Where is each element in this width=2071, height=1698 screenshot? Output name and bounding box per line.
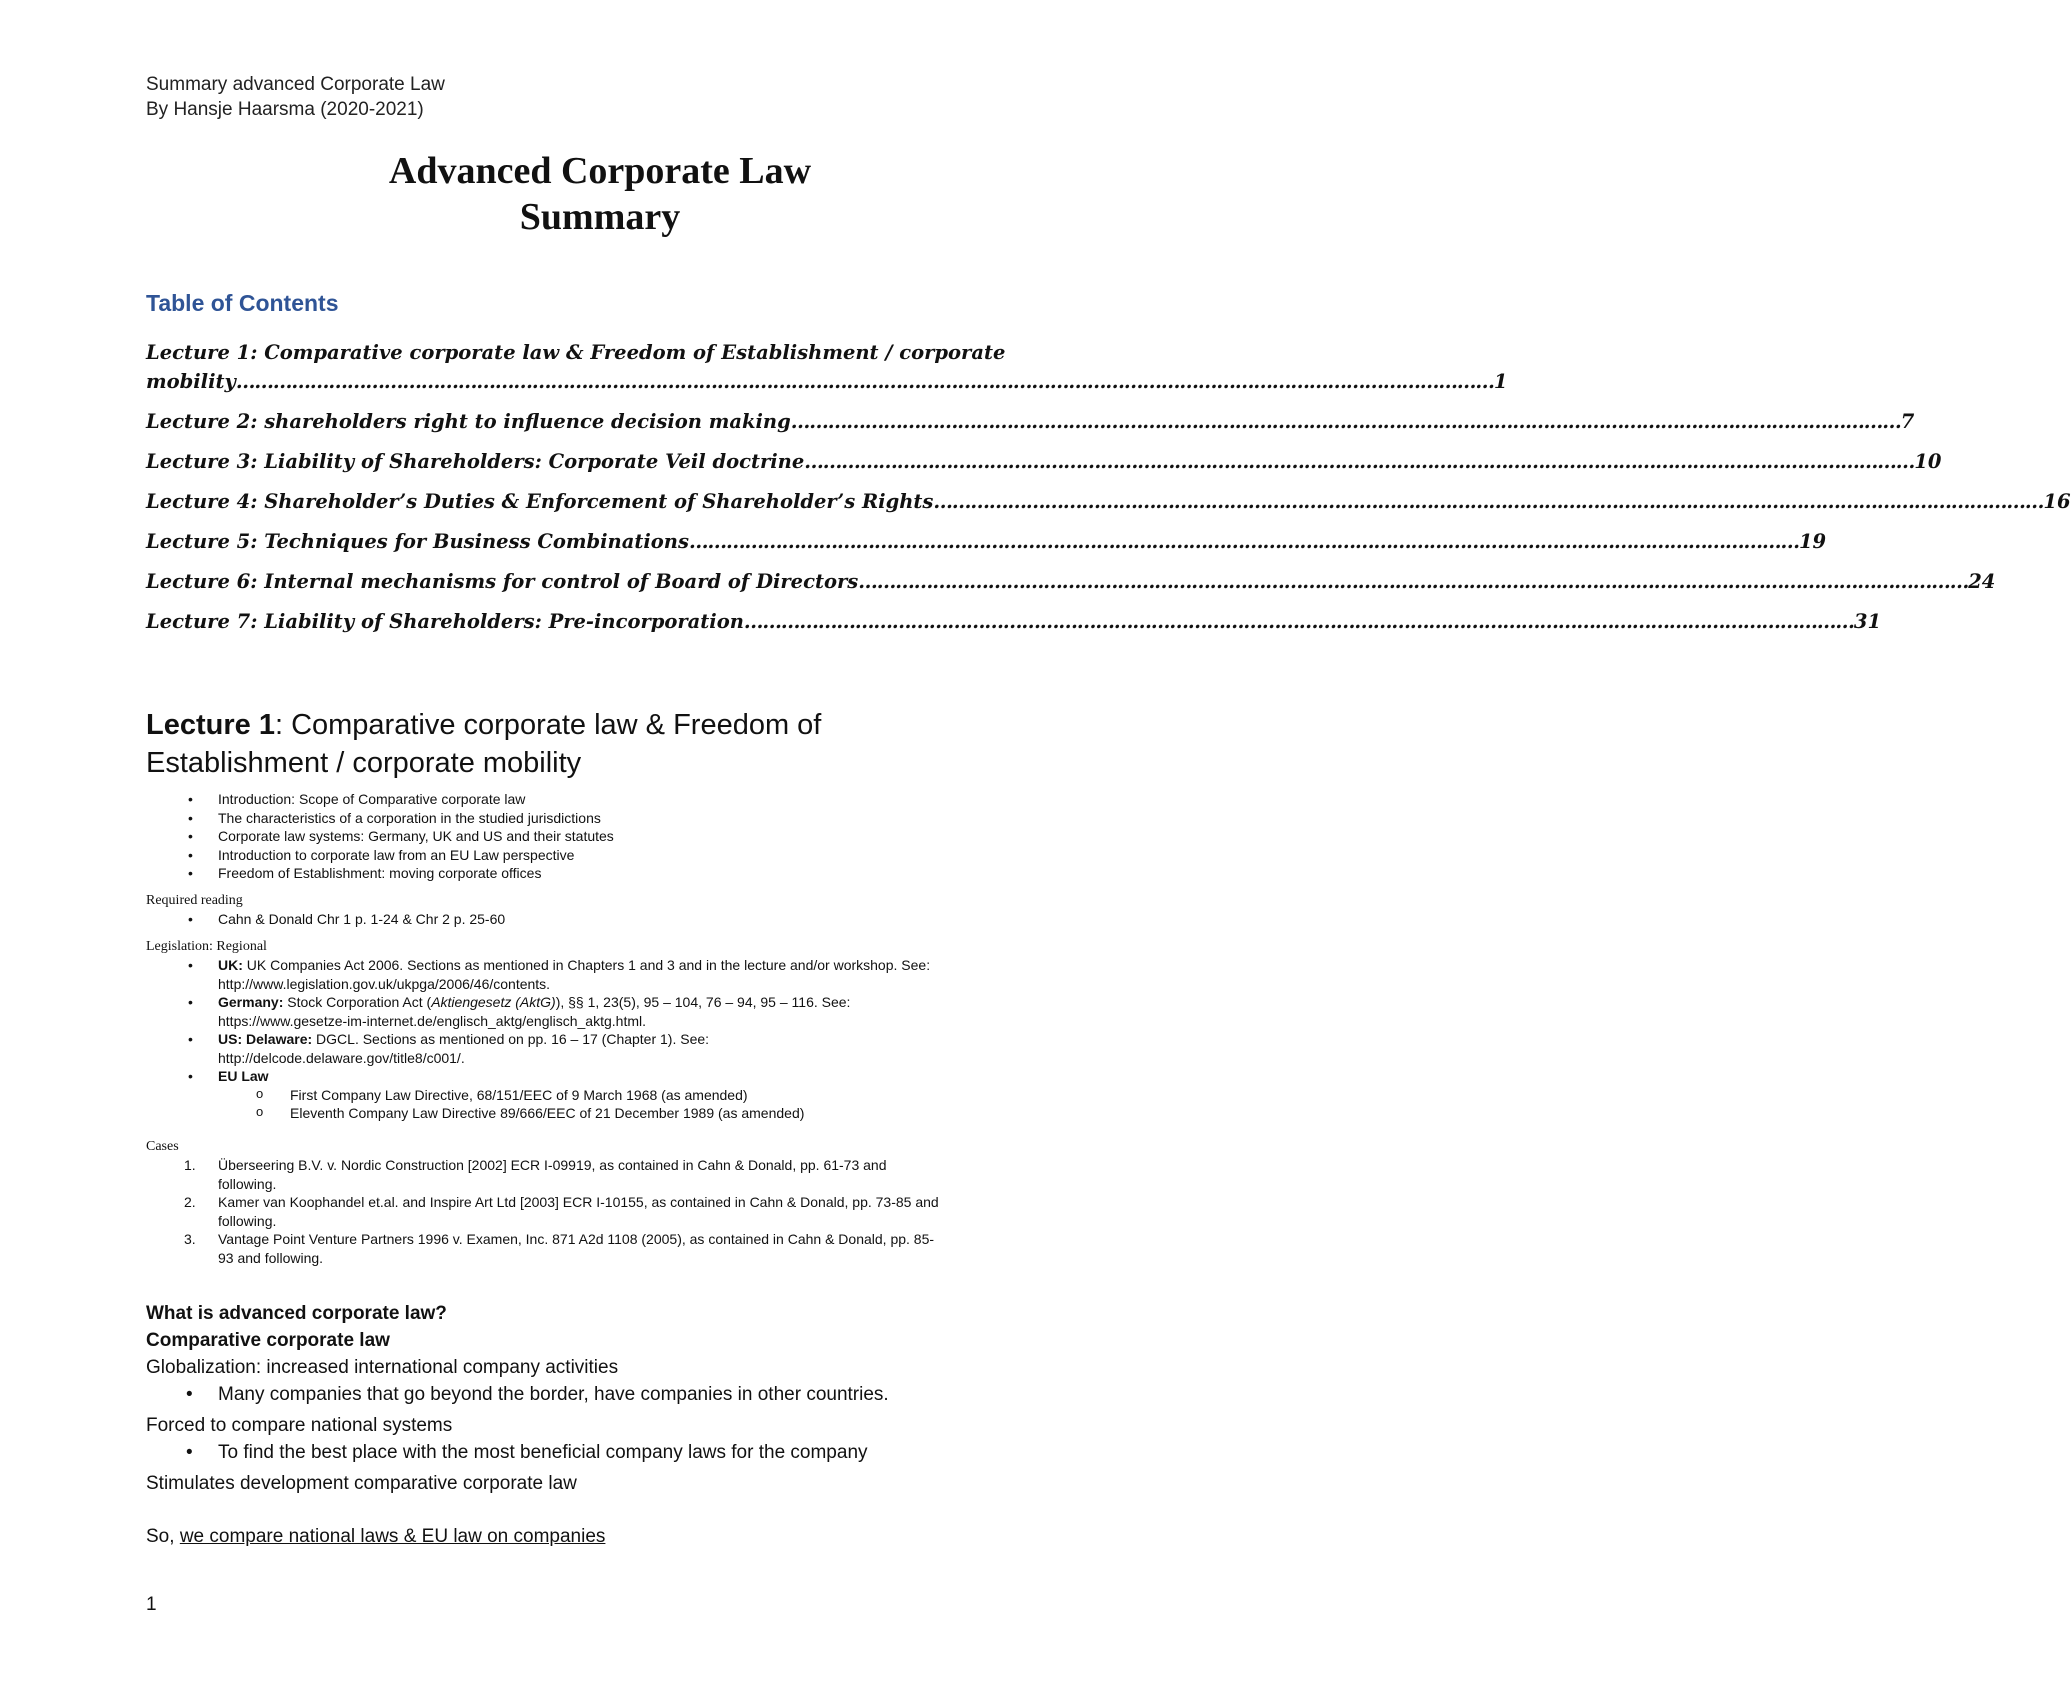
conclusion-prefix: So, — [146, 1526, 180, 1547]
title-line-2: Summary — [519, 196, 681, 238]
legislation-eu-label: EU Law — [218, 1068, 269, 1084]
header-line-2: By Hansje Haarsma (2020-2021) — [146, 99, 424, 120]
legislation-uk — [146, 956, 1066, 993]
case-number: 3. — [184, 1231, 196, 1247]
paragraph-conclusion — [146, 1523, 1066, 1550]
toc-leader-dots: ……………………………………………………………………………………………………………………………………………………………… — [790, 410, 1901, 433]
toc-leader-dots: ……………………………………………………………………………………………………………………………………………………………… — [933, 490, 2044, 513]
toc-entry-list — [146, 407, 2071, 636]
toc-page-number: 10 — [1914, 450, 1942, 473]
lecture-1-heading-bold: Lecture 1 — [146, 709, 275, 741]
toc-entry-lecture-6[interactable] — [146, 567, 1996, 596]
reading-item: • Cahn & Donald Chr 1 p. 1-24 & Chr 2 p. 25-60 — [146, 910, 1066, 929]
toc-page-number: 24 — [1968, 570, 1996, 593]
eu-law-item: o Eleventh Company Law Directive 89/666/EEC of 21 December 1989 (as amended) — [146, 1104, 1066, 1123]
lecture-1-heading-rest: : Comparative corporate law & Freedom of — [274, 709, 822, 741]
lecture-1-heading — [146, 706, 1046, 782]
paragraph-globalization: Globalization: increased international company activities — [146, 1357, 619, 1378]
legislation-eu — [146, 1067, 1066, 1086]
legislation-us-text: DGCL. Sections as mentioned on pp. 16 – 17 (Chapter 1). See: — [316, 1031, 710, 1047]
required-reading-label: Required reading — [146, 893, 243, 908]
lecture-1-heading-line-2: Establishment / corporate mobility — [146, 747, 582, 779]
topic-item: • Introduction to corporate law from an EU Law perspective — [146, 846, 1066, 865]
case-text-cont: 93 and following. — [218, 1249, 324, 1266]
topic-item: • Freedom of Establishment: moving corporate offices — [146, 864, 1066, 883]
toc-leader-dots: …………………………………………………………………………………………………………………………………………………………………………………… — [235, 370, 1494, 393]
case-item — [146, 1230, 1066, 1267]
legislation-de-label: Germany: — [218, 994, 284, 1010]
paragraph-stimulates: Stimulates development comparative corporate law — [146, 1473, 577, 1494]
legislation-us-label: US: Delaware: — [218, 1031, 313, 1047]
header-line-1: Summary advanced Corporate Law — [146, 74, 445, 95]
topics-list — [146, 790, 1066, 883]
toc-entry-text: Lecture 1: Comparative corporate law & Freedom of Establishment / corporate — [146, 341, 1006, 364]
toc-leader-dots: ……………………………………………………………………………………………………………………………………………………………… — [743, 610, 1854, 633]
toc-page-number: 7 — [1900, 410, 1915, 433]
cases-label: Cases — [146, 1139, 179, 1154]
bullet-list-1 — [146, 1381, 1066, 1408]
toc-entry-text: Lecture 3: Liability of Shareholders: Corporate Veil doctrine — [146, 450, 805, 473]
toc-page-number: 16 — [2043, 490, 2071, 513]
conclusion-underlined: we compare national laws & EU law on companies — [179, 1526, 606, 1547]
toc-entry-lecture-7[interactable] — [146, 607, 1882, 636]
toc-entry-lecture-4[interactable] — [146, 487, 2071, 516]
cases-section — [146, 1138, 1066, 1267]
required-reading-section — [146, 892, 1066, 929]
legislation-de-text-italic: Aktiengesetz (AktG) — [431, 994, 556, 1010]
case-number: 2. — [184, 1194, 196, 1210]
toc-entry-lecture-5[interactable] — [146, 527, 1827, 556]
legislation-uk-text: UK Companies Act 2006. Sections as mentioned in Chapters 1 and 3 and in the lecture and/or workshop. See: — [246, 957, 931, 973]
paragraph-forced: Forced to compare national systems — [146, 1415, 453, 1436]
toc-page-number: 31 — [1853, 610, 1882, 633]
eu-law-list — [146, 1086, 1066, 1123]
legislation-section — [146, 938, 1066, 1123]
document-title — [0, 148, 1200, 240]
topic-item: • Introduction: Scope of Comparative corporate law — [146, 790, 1066, 809]
legislation-us-link[interactable]: http://delcode.delaware.gov/title8/c001/. — [218, 1049, 465, 1066]
sub-heading: Comparative corporate law — [146, 1330, 390, 1351]
case-item — [146, 1193, 1066, 1230]
case-item — [146, 1156, 1066, 1193]
cases-list — [146, 1156, 1066, 1267]
legislation-uk-label: UK: — [218, 957, 243, 973]
body-section — [146, 1300, 1066, 1550]
case-text-cont: following. — [218, 1212, 277, 1229]
toc-entry-text: Lecture 7: Liability of Shareholders: Pre-incorporation — [146, 610, 744, 633]
toc-entry-text: Lecture 5: Techniques for Business Combinations — [146, 530, 689, 553]
question-heading: What is advanced corporate law? — [146, 1303, 447, 1324]
case-text: Kamer van Koophandel et.al. and Inspire Art Ltd [2003] ECR I-10155, as contained in Cahn & Donald, pp. 73-85 and — [218, 1194, 939, 1210]
lecture-topics — [146, 790, 1066, 883]
toc-leader-dots: ……………………………………………………………………………………………………………………………………………………………… — [688, 530, 1799, 553]
legislation-germany — [146, 993, 1066, 1030]
toc-entry-lecture-3[interactable] — [146, 447, 1942, 476]
toc-page-number: 19 — [1798, 530, 1827, 553]
case-number: 1. — [184, 1157, 196, 1173]
toc-entry-lecture-1[interactable] — [146, 338, 1508, 396]
legislation-de-link[interactable]: https://www.gesetze-im-internet.de/englisch_aktg/englisch_aktg.html. — [218, 1012, 646, 1029]
legislation-de-text-b: ), §§ 1, 23(5), 95 – 104, 76 – 94, 95 – 116. See: — [555, 994, 851, 1010]
bullet-list-2 — [146, 1439, 1066, 1466]
bullet-item: • To find the best place with the most beneficial company laws for the company — [146, 1439, 1066, 1466]
running-header — [146, 72, 445, 122]
toc-heading: Table of Contents — [146, 290, 339, 316]
toc-entry-lecture-2[interactable] — [146, 407, 1915, 436]
legislation-label: Legislation: Regional — [146, 939, 267, 954]
toc-entry-text: Lecture 2: shareholders right to influence decision making — [146, 410, 791, 433]
toc-leader-dots: ……………………………………………………………………………………………………………………………………………………………… — [804, 450, 1915, 473]
toc-entry-text-cont: mobility — [146, 370, 236, 393]
page-number: 1 — [146, 1594, 157, 1615]
case-text: Vantage Point Venture Partners 1996 v. Examen, Inc. 871 A2d 1108 (2005), as contained in Cahn & Donald, pp. 85- — [218, 1231, 935, 1247]
case-text-cont: following. — [218, 1175, 277, 1192]
legislation-de-text-a: Stock Corporation Act ( — [287, 994, 432, 1010]
legislation-us — [146, 1030, 1066, 1067]
title-line-1: Advanced Corporate Law — [388, 150, 812, 192]
toc-entry-text: Lecture 4: Shareholder’s Duties & Enforcement of Shareholder’s Rights — [146, 490, 934, 513]
toc-page-number: 1 — [1493, 370, 1508, 393]
eu-law-item: o First Company Law Directive, 68/151/EEC of 9 March 1968 (as amended) — [146, 1086, 1066, 1105]
topic-item: • Corporate law systems: Germany, UK and US and their statutes — [146, 827, 1066, 846]
bullet-item: • Many companies that go beyond the border, have companies in other countries. — [146, 1381, 1066, 1408]
case-text: Überseering B.V. v. Nordic Construction [2002] ECR I-09919, as contained in Cahn & Donald, pp. 61-73 and — [218, 1157, 887, 1173]
toc-entry-text: Lecture 6: Internal mechanisms for control of Board of Directors — [146, 570, 859, 593]
legislation-uk-link[interactable]: http://www.legislation.gov.uk/ukpga/2006/46/contents. — [218, 975, 551, 992]
table-of-contents — [146, 338, 2071, 647]
legislation-list — [146, 956, 1066, 1086]
toc-leader-dots: ……………………………………………………………………………………………………………………………………………………………… — [858, 570, 1969, 593]
required-reading-list — [146, 910, 1066, 929]
topic-item: • The characteristics of a corporation in the studied jurisdictions — [146, 809, 1066, 828]
